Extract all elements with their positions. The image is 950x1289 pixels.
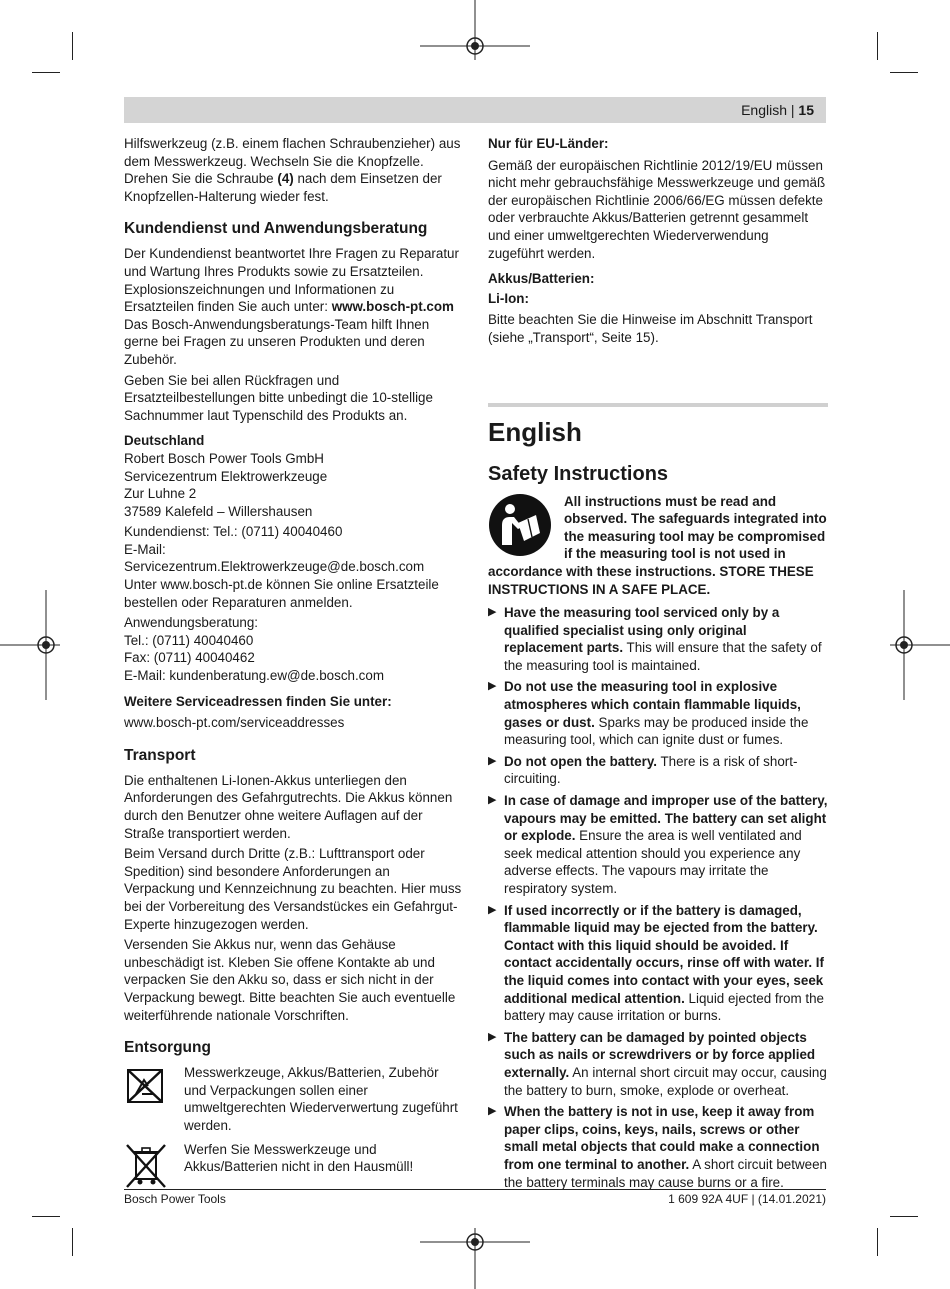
- bullet-warning: When the battery is not in use, keep it away from paper clips, coins, keys, nails, screws or other small metal objects that could make a connection from one terminal to another.: [504, 1104, 820, 1172]
- customer-service-contact: Kundendienst: Tel.: (0711) 40040460 E-Mail: Servicezentrum.Elektrowerkzeuge@de.bosch.com Unter www.bosch-pt.de können Sie online Ersatzteile bestellen oder Reparaturen anmelden.: [124, 524, 439, 610]
- safety-bullet: [488, 1103, 828, 1191]
- safety-heading: Safety Instructions: [488, 462, 669, 485]
- crop-mark: [890, 1216, 918, 1217]
- safety-bullet: [488, 753, 828, 788]
- crop-mark: [890, 72, 918, 73]
- crop-mark: [72, 32, 73, 60]
- bullet-explanation: A short circuit between the battery terminals may cause burns or a fire.: [504, 1156, 827, 1190]
- section-divider: [488, 403, 828, 407]
- safety-bullet: [488, 1029, 828, 1099]
- eu-text: Gemäß der europäischen Richtlinie 2012/19/EU müssen nicht mehr gebrauchsfähige Messwerkzeuge und gemäß der europäischen Richtlinie 2006/66/EG müssen defekte oder verbrauchte Akkus/Batterien getrennt gesammelt und einer umweltgerechten Wiederverwendung zugeführt werden.: [488, 157, 826, 261]
- recycle-symbol-icon: [124, 1064, 168, 1108]
- safety-list: [488, 604, 828, 1191]
- bullet-warning: Have the measuring tool serviced only by a qualified specialist using only original replacement parts.: [504, 605, 780, 656]
- bullet-warning: In case of damage and improper use of the battery, vapours may be emitted. The battery can set alight or explode.: [504, 793, 828, 844]
- bullet-explanation: This will ensure that the safety of the measuring tool is maintained.: [504, 640, 822, 673]
- bullet-triangle-icon: ▶: [488, 903, 497, 916]
- bullet-warning: The battery can be damaged by pointed objects such as nails or screwdrivers or by force applied externally.: [504, 1029, 816, 1080]
- more-addresses-label: Weitere Serviceadressen finden Sie unter:: [124, 693, 392, 709]
- more-addresses-url: www.bosch-pt.com/serviceaddresses: [124, 715, 345, 731]
- disposal-text: Messwerkzeuge, Akkus/Batterien, Zubehör und Verpackungen sollen einer umweltgerechten Wiederverwertung zugeführt werden.: [184, 1065, 458, 1133]
- battery-label: Akkus/Batterien:: [488, 271, 595, 287]
- crop-mark: [32, 72, 60, 73]
- page-header: English | 15: [741, 102, 814, 118]
- transport-paragraph: Die enthaltenen Li-Ionen-Akkus unterliegen den Anforderungen des Gefahrgutrechts. Die Akkus können durch den Benutzer ohne weitere Auflagen auf der Straße transportiert werden.: [124, 772, 453, 841]
- intro-paragraph: Hilfswerkzeug (z.B. einem flachen Schraubenzieher) aus dem Messwerkzeug. Wechseln Sie die Knopfzelle. Drehen Sie die Schraube (4) nach dem Einsetzen der Knopfzellen-Halterung wieder fest.: [124, 136, 461, 204]
- disposal-heading: Entsorgung: [124, 1039, 211, 1057]
- read-manual-icon: [488, 493, 552, 557]
- country-label: Deutschland: [124, 433, 205, 449]
- disposal-bin-row: [124, 1141, 464, 1189]
- safety-bullet: [488, 902, 828, 1025]
- footer-brand: Bosch Power Tools: [124, 1192, 226, 1206]
- liion-label: Li-Ion:: [488, 290, 529, 306]
- language-title: English: [488, 416, 582, 447]
- service-url: www.bosch-pt.com: [331, 299, 454, 315]
- disposal-text: Werfen Sie Messwerkzeuge und Akkus/Batterien nicht in den Hausmüll!: [184, 1141, 414, 1175]
- bullet-triangle-icon: ▶: [488, 1030, 497, 1043]
- safety-bullet: [488, 678, 828, 748]
- application-advice-contact: Anwendungsberatung: Tel.: (0711) 40040460 Fax: (0711) 40040462 E-Mail: kundenberatung.ew@de.bosch.com: [124, 615, 384, 684]
- transport-paragraph: Beim Versand durch Dritte (z.B.: Lufttransport oder Spedition) sind besondere Anforderungen an Verpackung und Kennzeichnung zu beachten. Hier muss bei der Vorbereitung des Versandstückes ein Gefahrgut-Experte hinzugezogen werden.: [124, 846, 462, 932]
- crop-mark: [32, 1216, 60, 1217]
- bullet-triangle-icon: ▶: [488, 680, 497, 693]
- address-block: Robert Bosch Power Tools GmbH Servicezentrum Elektrowerkzeuge Zur Luhne 2 37589 Kalefeld – Willershausen: [124, 450, 328, 519]
- safety-intro: All instructions must be read and observed. The safeguards integrated into the measuring tool may be compromised if the measuring tool is not used in accordance with these instructions. STORE THESE INSTRUCTIONS IN A SAFE PLACE.: [488, 493, 827, 597]
- disposal-recycle-row: [124, 1064, 464, 1134]
- service-heading: Kundendienst und Anwendungsberatung: [124, 220, 428, 238]
- service-paragraph: Der Kundendienst beantwortet Ihre Fragen zu Reparatur und Wartung Ihres Produkts sowie zu Ersatzteilen. Explosionszeichnungen und Informationen zu Ersatzteilen finden Sie auch unter: www.bosch-pt.com Das Bosch-Anwendungsberatungs-Team hilft Ihnen gerne bei Fragen zu unseren Produkten und deren Zubehör.: [124, 246, 459, 367]
- registration-mark-icon: [0, 590, 60, 700]
- bullet-warning: Do not open the battery.: [504, 753, 657, 769]
- transport-paragraph: Versenden Sie Akkus nur, wenn das Gehäuse unbeschädigt ist. Kleben Sie offene Kontakte ab und verpacken Sie den Akku so, dass er sich nicht in der Verpackung bewegt. Bitte beachten Sie auch eventuelle weiterführende nationale Vorschriften.: [124, 937, 456, 1023]
- crop-mark: [72, 1228, 73, 1256]
- safety-bullet: [488, 604, 828, 674]
- registration-mark-icon: [420, 0, 530, 60]
- eu-label: Nur für EU-Länder:: [488, 136, 609, 151]
- liion-text: Bitte beachten Sie die Hinweise im Abschnitt Transport (siehe „Transport“, Seite 15).: [488, 312, 813, 345]
- bullet-warning: Do not use the measuring tool in explosive atmospheres which contain flammable liquids, gases or dust.: [504, 679, 801, 730]
- transport-heading: Transport: [124, 746, 196, 764]
- crossed-out-bin-icon: [124, 1141, 168, 1189]
- bullet-triangle-icon: ▶: [488, 1105, 497, 1118]
- bullet-explanation: Liquid ejected from the battery may cause irritation or burns.: [504, 990, 824, 1024]
- left-column: [124, 135, 464, 1189]
- registration-mark-icon: [420, 1228, 530, 1289]
- header-bar: [124, 97, 826, 123]
- bullet-explanation: An internal short circuit may occur, causing the battery to burn, smoke, explode or overheat.: [504, 1064, 827, 1098]
- bullet-explanation: Ensure the area is well ventilated and seek medical attention should you experience any adverse effects. The vapours may irritate the respiratory system.: [504, 828, 802, 896]
- bullet-triangle-icon: ▶: [488, 754, 497, 767]
- bullet-warning: If used incorrectly or if the battery is damaged, flammable liquid may be ejected from the battery. Contact with this liquid should be avoided. If contact accidentally occurs, rinse off with water. If the liquid comes into contact with your eyes, seek additional medical attention.: [504, 902, 824, 1006]
- service-paragraph: Geben Sie bei allen Rückfragen und Ersatzteilbestellungen bitte unbedingt die 10-stellige Sachnummer laut Typenschild des Produkts an.: [124, 372, 433, 423]
- right-column: [488, 135, 828, 1195]
- bullet-explanation: There is a risk of short-circuiting.: [504, 753, 798, 787]
- header-language: English: [741, 102, 787, 118]
- bullet-triangle-icon: ▶: [488, 606, 497, 619]
- page-number: 15: [798, 102, 814, 118]
- registration-mark-icon: [890, 590, 950, 700]
- footer-rule: [124, 1189, 826, 1190]
- crop-mark: [877, 32, 878, 60]
- bullet-explanation: Sparks may be produced inside the measuring tool, which can ignite dust or fumes.: [504, 714, 809, 748]
- crop-mark: [877, 1228, 878, 1256]
- footer-doc-id: 1 609 92A 4UF | (14.01.2021): [668, 1192, 826, 1206]
- safety-bullet: [488, 792, 828, 898]
- bullet-triangle-icon: ▶: [488, 794, 497, 807]
